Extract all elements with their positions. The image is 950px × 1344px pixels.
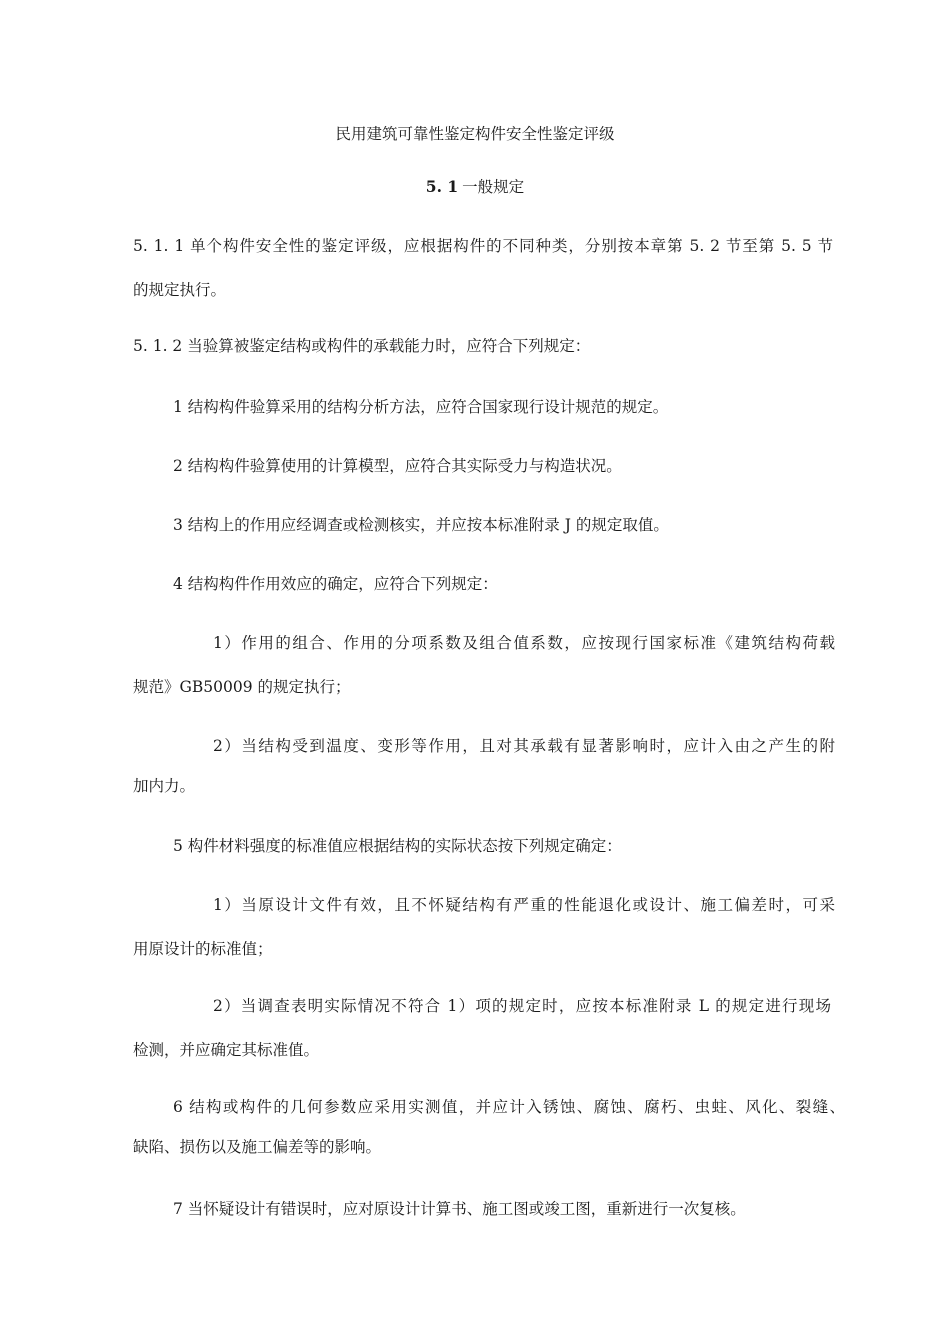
subitem-5-1-line-2: 用原设计的标准值； <box>133 940 273 958</box>
subitem-5-2-line-2: 检测，并应确定其标准值。 <box>133 1041 320 1059</box>
clause-item-1: 1 结构构件验算采用的结构分析方法，应符合国家现行设计规范的规定。 <box>173 398 669 416</box>
subitem-4-2-line-1: 2）当结构受到温度、变形等作用，且对其承载有显著影响时，应计入由之产生的附 <box>213 737 835 755</box>
section-heading <box>0 177 950 197</box>
subitem-4-1-line-1: 1）作用的组合、作用的分项系数及组合值系数，应按现行国家标准《建筑结构荷载 <box>213 634 835 652</box>
subitem-5-2-line-1: 2）当调查表明实际情况不符合 1）项的规定时，应按本标准附录 L 的规定进行现场 <box>213 997 831 1015</box>
clause-item-3: 3 结构上的作用应经调查或检测核实，并应按本标准附录 J 的规定取值。 <box>173 516 669 534</box>
document-title: 民用建筑可靠性鉴定构件安全性鉴定评级 <box>335 125 615 143</box>
subitem-5-1-line-1: 1）当原设计文件有效，且不怀疑结构有严重的性能退化或设计、施工偏差时，可采 <box>213 896 835 914</box>
subitem-4-2-line-2: 加内力。 <box>133 777 196 795</box>
clause-5-1-1-line-2: 的规定执行。 <box>133 281 227 299</box>
clause-item-4: 4 结构构件作用效应的确定，应符合下列规定： <box>173 575 498 593</box>
clause-item-2: 2 结构构件验算使用的计算模型，应符合其实际受力与构造状况。 <box>173 457 622 475</box>
clause-item-5: 5 构件材料强度的标准值应根据结构的实际状态按下列规定确定： <box>173 837 622 855</box>
section-title: 一般规定 <box>462 178 525 196</box>
clause-item-6-line-2: 缺陷、损伤以及施工偏差等的影响。 <box>133 1138 382 1156</box>
subitem-4-1-line-2: 规范》GB50009 的规定执行； <box>133 678 351 696</box>
clause-5-1-1-line-1: 5. 1. 1 单个构件安全性的鉴定评级，应根据构件的不同种类，分别按本章第 5. 2 节至第 5. 5 节 <box>133 237 833 255</box>
clause-5-1-2: 5. 1. 2 当验算被鉴定结构或构件的承载能力时，应符合下列规定： <box>133 337 591 355</box>
clause-item-7: 7 当怀疑设计有错误时，应对原设计计算书、施工图或竣工图，重新进行一次复核。 <box>173 1200 746 1218</box>
section-number: 5. 1 <box>425 177 459 196</box>
clause-item-6-line-1: 6 结构或构件的几何参数应采用实测值，并应计入锈蚀、腐蚀、腐朽、虫蛀、风化、裂缝、 <box>173 1098 845 1116</box>
